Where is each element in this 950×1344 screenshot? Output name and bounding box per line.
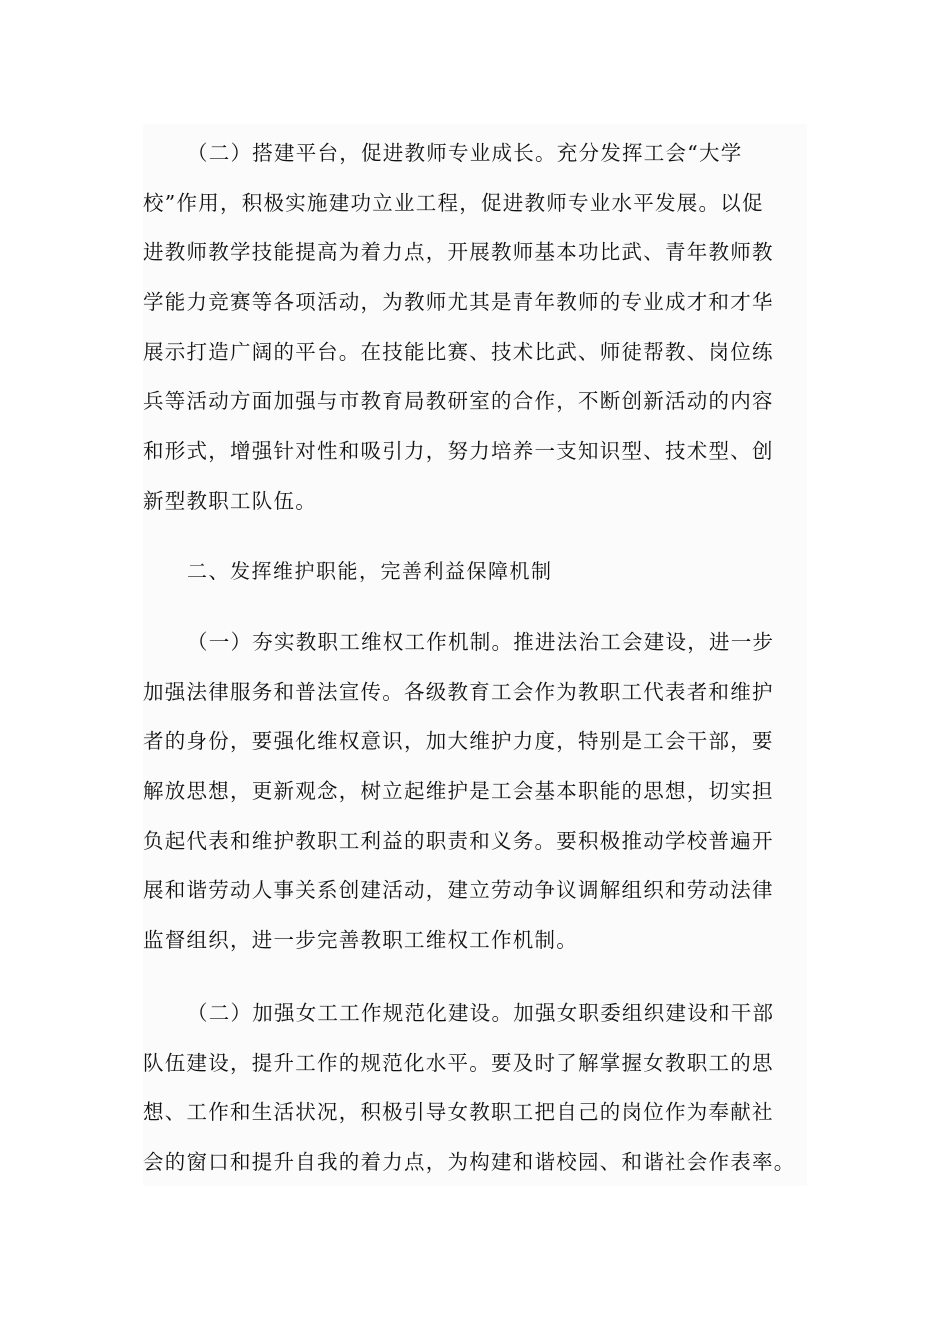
text-line: 学能力竞赛等各项活动，为教师尤其是青年教师的专业成才和才华 [143,290,774,315]
text-line: 队伍建设，提升工作的规范化水平。要及时了解掌握女教职工的思 [143,1050,774,1075]
text-line: 兵等活动方面加强与市教育局教研室的合作，不断创新活动的内容 [143,389,774,414]
paragraph-teacher-growth [143,129,807,527]
document-text-block [143,124,807,1186]
text-line: 解放思想，更新观念，树立起维护是工会基本职能的思想，切实担 [143,779,774,804]
text-line: （一）夯实教职工维权工作机制。推进法治工会建设，进一步 [187,630,775,654]
text-line: 新型教职工队伍。 [143,488,317,513]
text-line: 展示打造广阔的平台。在技能比赛、技术比武、师徒帮教、岗位练 [143,339,774,364]
text-line: 会的窗口和提升自我的着力点，为构建和谐校园、和谐社会作表率。 [143,1150,796,1175]
text-line: 想、工作和生活状况，积极引导女教职工把自己的岗位作为奉献社 [143,1100,774,1125]
text-line: 展和谐劳动人事关系创建活动，建立劳动争议调解组织和劳动法律 [143,878,774,903]
text-line: 校”作用，积极实施建功立业工程，促进教师专业水平发展。以促 [143,190,764,215]
text-line: 者的身份，要强化维权意识，加大维护力度，特别是工会干部，要 [143,729,774,754]
text-line: 监督组织，进一步完善教职工维权工作机制。 [143,928,578,953]
text-line: 和形式，增强针对性和吸引力，努力培养一支知识型、技术型、创 [143,439,774,464]
paragraph-rights-protection [143,618,807,966]
text-line: 加强法律服务和普法宣传。各级教育工会作为教职工代表者和维护 [143,679,774,704]
text-line: （二）加强女工工作规范化建设。加强女职委组织建设和干部 [187,1001,775,1025]
text-line: （二）搭建平台，促进教师专业成长。充分发挥工会“大学 [187,141,743,165]
text-line: 进教师教学技能提高为着力点，开展教师基本功比武、青年教师教 [143,240,774,265]
paragraph-women-workers [143,989,807,1188]
text-line: 负起代表和维护教职工利益的职责和义务。要积极推动学校普遍开 [143,828,774,853]
section-heading: 二、发挥维护职能，完善利益保障机制 [187,559,553,583]
